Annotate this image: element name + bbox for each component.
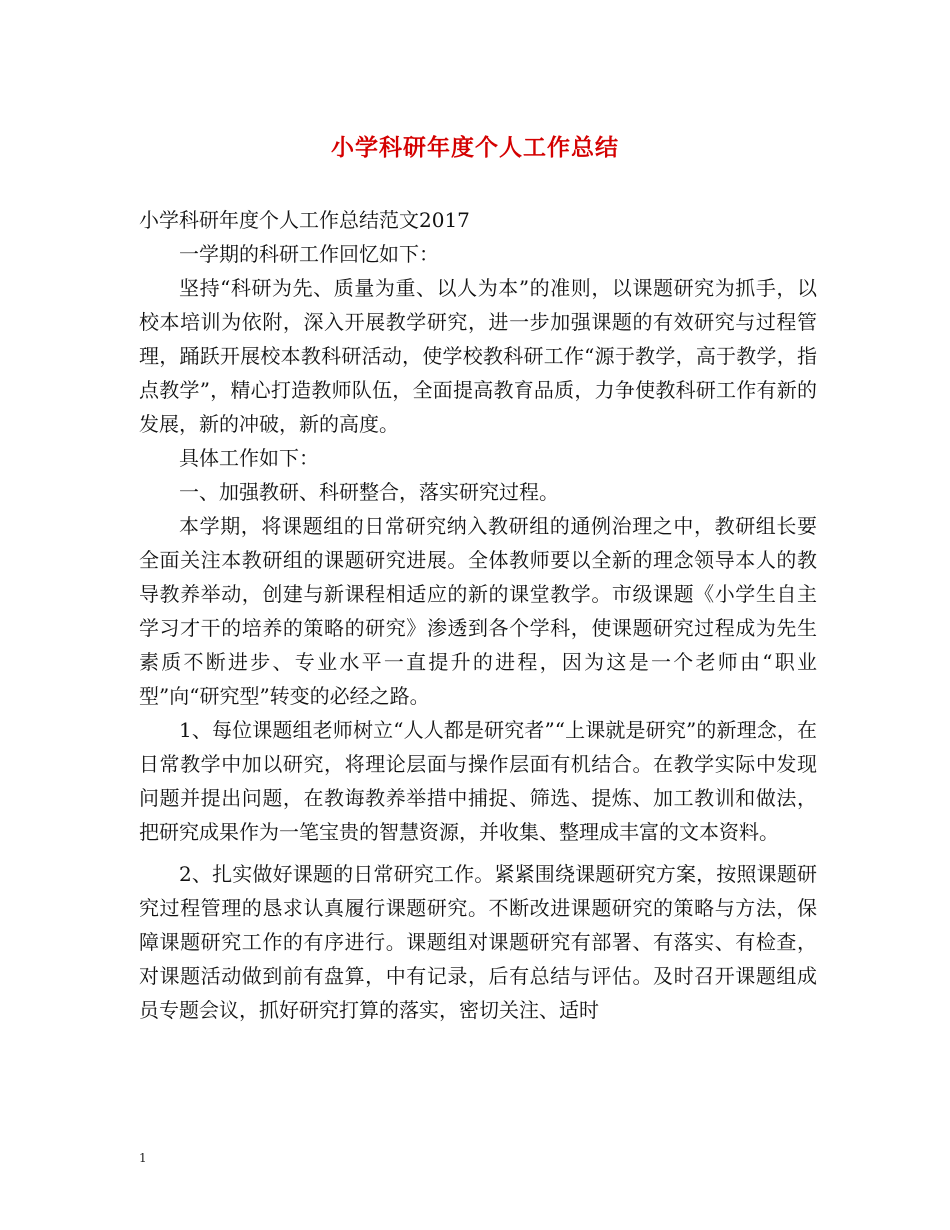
- paragraph-section-one-heading: 一、加强教研、科研整合，落实研究过程。: [179, 480, 559, 504]
- document-title: 小学科研年度个人工作总结: [331, 135, 619, 161]
- paragraph-item-two: 2、扎实做好课题的日常研究工作。紧紧围绕课题研究方案，按照课题研究过程管理的恳求认真履行课题研究。不断改进课题研究的策略与方法，保障课题研究工作的有序进行。课题组对课题研究有部署、有落实、有检查，对课题活动做到前有盘算，中有记录，后有总结与评估。及时召开课题组成员专题会议，抓好研究打算的落实，密切关注、适时: [139, 862, 817, 1022]
- page-number: 1: [139, 1151, 147, 1165]
- paragraph-semester-plan: 本学期，将课题组的日常研究纳入教研组的通例治理之中，教研组长要全面关注本教研组的课题研究进展。全体教师要以全新的理念领导本人的教导教养举动，创建与新课程相适应的新的课堂教学。市级课题《小学生自主学习才干的培养的策略的研究》渗透到各个学科，使课题研究过程成为先生素质不断进步、专业水平一直提升的进程，因为这是一个老师由“职业型”向“研究型”转变的必经之路。: [139, 514, 817, 708]
- document-body: [139, 203, 817, 1027]
- paragraph-intro: 一学期的科研工作回忆如下：: [179, 242, 439, 266]
- paragraph-item-one: 1、每位课题组老师树立“人人都是研究者”“上课就是研究”的新理念，在日常教学中加以研究，将理论层面与操作层面有机结合。在教学实际中发现问题并提出问题，在教诲教养举措中捕捉、筛选、提炼、加工教训和做法，把研究成果作为一笔宝贵的智慧资源，并收集、整理成丰富的文本资料。: [139, 718, 817, 844]
- paragraph-work-heading: 具体工作如下：: [179, 446, 319, 470]
- paragraph-subtitle: 小学科研年度个人工作总结范文2017: [139, 208, 470, 232]
- paragraph-principles: 坚持“科研为先、质量为重、以人为本”的准则，以课题研究为抓手，以校本培训为依附，深入开展教学研究，进一步加强课题的有效研究与过程管理，踊跃开展校本教科研活动，使学校教科研工作“源于教学，高于教学，指点教学”，精心打造教师队伍，全面提高教育品质，力争使教科研工作有新的发展，新的冲破，新的高度。: [139, 276, 817, 436]
